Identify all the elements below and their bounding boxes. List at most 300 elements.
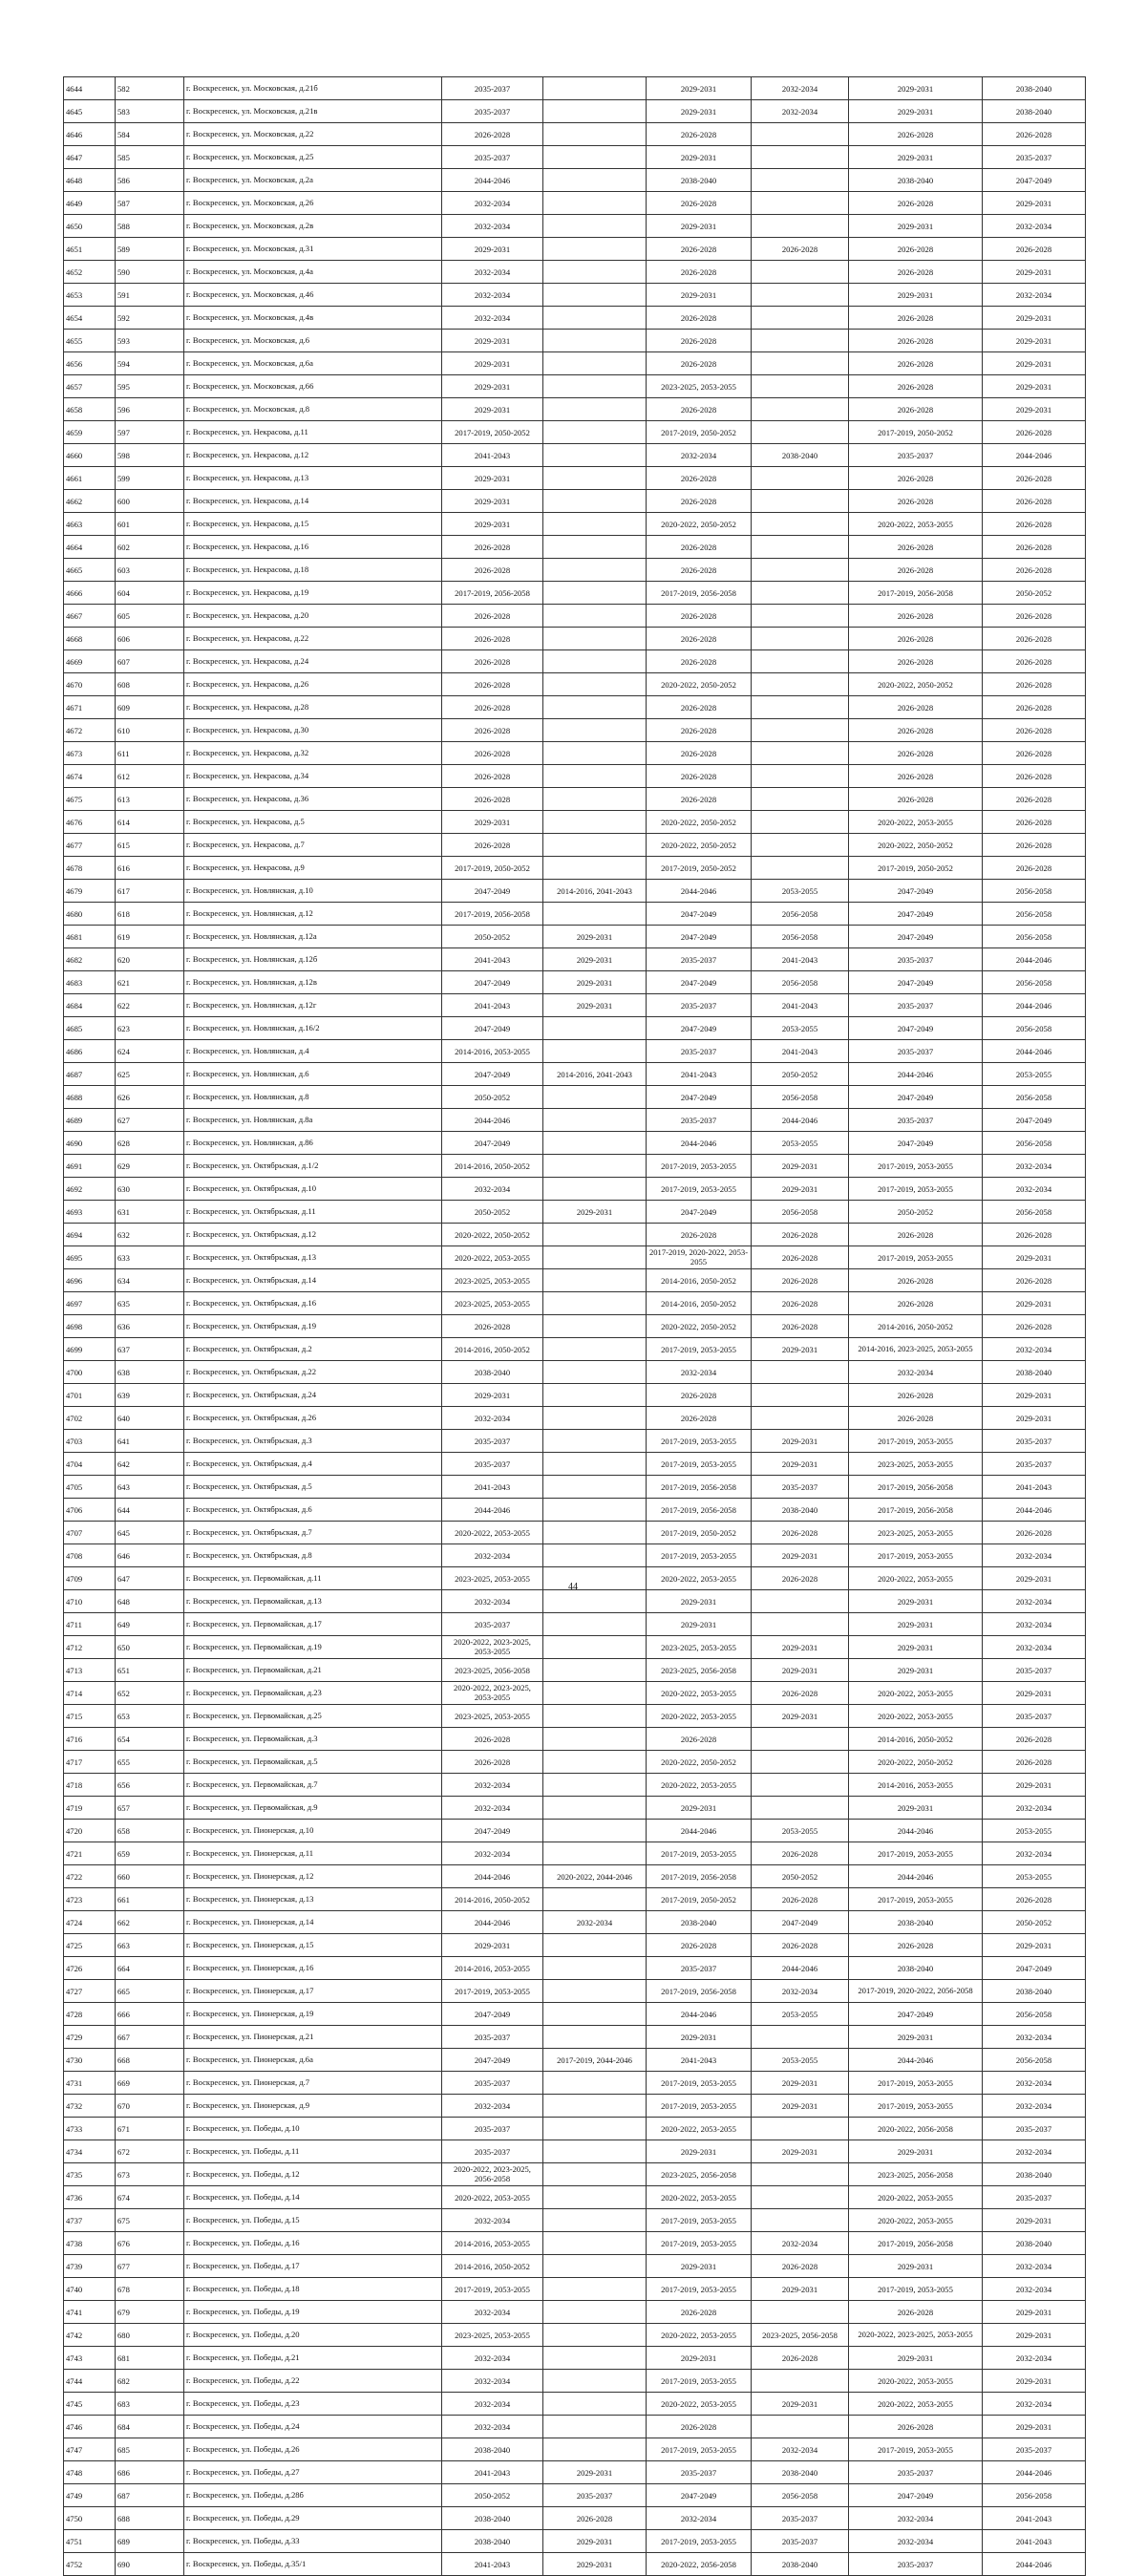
cell-row-number: 4655 bbox=[64, 330, 116, 352]
table-row bbox=[64, 1384, 1086, 1407]
cell-period-5: 2026-2028 bbox=[849, 650, 983, 673]
cell-address: г. Воскресенск, ул. Новлянская, д.86 bbox=[184, 1132, 442, 1155]
cell-address: г. Воскресенск, ул. Победы, д.10 bbox=[184, 2118, 442, 2140]
cell-period-2 bbox=[543, 2370, 647, 2393]
table-row bbox=[64, 857, 1086, 880]
cell-period-3: 2026-2028 bbox=[647, 1384, 752, 1407]
cell-period-5: 2047-2049 bbox=[849, 1017, 983, 1040]
cell-period-2 bbox=[543, 834, 647, 857]
cell-period-5: 2029-2031 bbox=[849, 1613, 983, 1636]
cell-period-1: 2014-2016, 2050-2052 bbox=[442, 1155, 543, 1178]
cell-address: г. Воскресенск, ул. Первомайская, д.5 bbox=[184, 1751, 442, 1774]
table-row bbox=[64, 696, 1086, 719]
table-row bbox=[64, 811, 1086, 834]
cell-period-4: 2035-2037 bbox=[752, 2530, 849, 2553]
table-row bbox=[64, 215, 1086, 238]
cell-address: г. Воскресенск, ул. Некрасова, д.34 bbox=[184, 765, 442, 788]
cell-period-2: 2026-2028 bbox=[543, 2507, 647, 2530]
cell-period-1: 2047-2049 bbox=[442, 880, 543, 903]
cell-object-number: 684 bbox=[116, 2416, 184, 2438]
cell-row-number: 4735 bbox=[64, 2163, 116, 2186]
cell-period-2 bbox=[543, 421, 647, 444]
cell-period-2 bbox=[543, 1178, 647, 1201]
table-row bbox=[64, 1934, 1086, 1957]
cell-period-4 bbox=[752, 2209, 849, 2232]
cell-period-2: 2020-2022, 2044-2046 bbox=[543, 1865, 647, 1888]
cell-period-4 bbox=[752, 788, 849, 811]
cell-period-3: 2017-2019, 2056-2058 bbox=[647, 582, 752, 605]
table-row bbox=[64, 1086, 1086, 1109]
table-row bbox=[64, 1613, 1086, 1636]
cell-row-number: 4700 bbox=[64, 1361, 116, 1384]
cell-period-6: 2032-2034 bbox=[983, 1544, 1086, 1567]
cell-address: г. Воскресенск, ул. Победы, д.28б bbox=[184, 2484, 442, 2507]
cell-address: г. Воскресенск, ул. Московская, д.6а bbox=[184, 352, 442, 375]
cell-object-number: 678 bbox=[116, 2278, 184, 2301]
cell-period-2 bbox=[543, 857, 647, 880]
cell-object-number: 622 bbox=[116, 994, 184, 1017]
cell-period-4: 2026-2028 bbox=[752, 1246, 849, 1269]
table-row bbox=[64, 2507, 1086, 2530]
cell-period-2 bbox=[543, 1292, 647, 1315]
cell-period-2: 2029-2031 bbox=[543, 2530, 647, 2553]
cell-period-6: 2041-2043 bbox=[983, 2507, 1086, 2530]
cell-object-number: 633 bbox=[116, 1246, 184, 1269]
cell-period-5: 2026-2028 bbox=[849, 307, 983, 330]
cell-period-2: 2032-2034 bbox=[543, 1911, 647, 1934]
cell-address: г. Воскресенск, ул. Новлянская, д.4 bbox=[184, 1040, 442, 1063]
cell-period-4: 2029-2031 bbox=[752, 1430, 849, 1453]
cell-object-number: 591 bbox=[116, 284, 184, 307]
cell-object-number: 667 bbox=[116, 2026, 184, 2049]
cell-period-4 bbox=[752, 421, 849, 444]
cell-address: г. Воскресенск, ул. Октябрьская, д.19 bbox=[184, 1315, 442, 1338]
cell-period-5: 2020-2022, 2023-2025, 2053-2055 bbox=[849, 2324, 983, 2347]
cell-address: г. Воскресенск, ул. Победы, д.29 bbox=[184, 2507, 442, 2530]
cell-period-2 bbox=[543, 2255, 647, 2278]
cell-object-number: 620 bbox=[116, 948, 184, 971]
cell-period-2 bbox=[543, 398, 647, 421]
cell-period-1: 2035-2037 bbox=[442, 2118, 543, 2140]
page-number: 44 bbox=[568, 1582, 578, 1592]
cell-period-6: 2029-2031 bbox=[983, 1682, 1086, 1705]
table-row bbox=[64, 2255, 1086, 2278]
cell-period-1: 2032-2034 bbox=[442, 2209, 543, 2232]
cell-period-2 bbox=[543, 1613, 647, 1636]
table-row bbox=[64, 1017, 1086, 1040]
cell-period-5: 2035-2037 bbox=[849, 994, 983, 1017]
cell-period-5: 2035-2037 bbox=[849, 1109, 983, 1132]
cell-row-number: 4750 bbox=[64, 2507, 116, 2530]
cell-period-4 bbox=[752, 284, 849, 307]
cell-row-number: 4690 bbox=[64, 1132, 116, 1155]
cell-period-3: 2029-2031 bbox=[647, 2140, 752, 2163]
cell-period-4 bbox=[752, 1590, 849, 1613]
cell-address: г. Воскресенск, ул. Некрасова, д.18 bbox=[184, 559, 442, 582]
cell-period-6: 2029-2031 bbox=[983, 1246, 1086, 1269]
cell-address: г. Воскресенск, ул. Первомайская, д.11 bbox=[184, 1567, 442, 1590]
cell-period-4 bbox=[752, 123, 849, 146]
cell-period-3: 2047-2049 bbox=[647, 971, 752, 994]
cell-period-2: 2029-2031 bbox=[543, 948, 647, 971]
cell-period-4: 2026-2028 bbox=[752, 2347, 849, 2370]
cell-row-number: 4654 bbox=[64, 307, 116, 330]
cell-object-number: 674 bbox=[116, 2186, 184, 2209]
table-row bbox=[64, 1407, 1086, 1430]
cell-period-6: 2026-2028 bbox=[983, 696, 1086, 719]
cell-period-2 bbox=[543, 1544, 647, 1567]
cell-object-number: 651 bbox=[116, 1659, 184, 1682]
cell-period-6: 2041-2043 bbox=[983, 1476, 1086, 1499]
cell-row-number: 4715 bbox=[64, 1705, 116, 1728]
cell-address: г. Воскресенск, ул. Первомайская, д.23 bbox=[184, 1682, 442, 1705]
cell-period-1: 2035-2037 bbox=[442, 77, 543, 100]
cell-object-number: 653 bbox=[116, 1705, 184, 1728]
cell-period-3: 2020-2022, 2050-2052 bbox=[647, 811, 752, 834]
registry-table-container bbox=[63, 76, 1085, 2576]
cell-period-4: 2056-2058 bbox=[752, 926, 849, 948]
cell-period-5: 2047-2049 bbox=[849, 880, 983, 903]
cell-period-3: 2026-2028 bbox=[647, 352, 752, 375]
cell-period-2 bbox=[543, 1224, 647, 1246]
cell-period-4 bbox=[752, 582, 849, 605]
cell-row-number: 4668 bbox=[64, 628, 116, 650]
cell-period-2 bbox=[543, 788, 647, 811]
cell-period-1: 2029-2031 bbox=[442, 513, 543, 536]
cell-period-1: 2035-2037 bbox=[442, 1613, 543, 1636]
cell-period-6: 2047-2049 bbox=[983, 1109, 1086, 1132]
cell-address: г. Воскресенск, ул. Московская, д.21б bbox=[184, 77, 442, 100]
cell-period-5: 2026-2028 bbox=[849, 352, 983, 375]
cell-period-1: 2020-2022, 2023-2025, 2053-2055 bbox=[442, 1636, 543, 1659]
cell-object-number: 645 bbox=[116, 1522, 184, 1544]
cell-address: г. Воскресенск, ул. Первомайская, д.7 bbox=[184, 1774, 442, 1797]
table-row bbox=[64, 1269, 1086, 1292]
cell-period-5: 2035-2037 bbox=[849, 2461, 983, 2484]
cell-object-number: 594 bbox=[116, 352, 184, 375]
cell-object-number: 669 bbox=[116, 2072, 184, 2095]
cell-object-number: 617 bbox=[116, 880, 184, 903]
cell-period-4: 2056-2058 bbox=[752, 971, 849, 994]
registry-table bbox=[63, 76, 1086, 2576]
cell-row-number: 4699 bbox=[64, 1338, 116, 1361]
cell-period-5: 2044-2046 bbox=[849, 2049, 983, 2072]
cell-address: г. Воскресенск, ул. Московская, д.26 bbox=[184, 192, 442, 215]
cell-period-3: 2026-2028 bbox=[647, 628, 752, 650]
cell-row-number: 4666 bbox=[64, 582, 116, 605]
cell-row-number: 4681 bbox=[64, 926, 116, 948]
cell-period-6: 2038-2040 bbox=[983, 1361, 1086, 1384]
cell-period-6: 2032-2034 bbox=[983, 1797, 1086, 1820]
cell-period-6: 2044-2046 bbox=[983, 1040, 1086, 1063]
cell-period-3: 2035-2037 bbox=[647, 1109, 752, 1132]
cell-period-4 bbox=[752, 1407, 849, 1430]
cell-period-6: 2032-2034 bbox=[983, 2072, 1086, 2095]
cell-row-number: 4660 bbox=[64, 444, 116, 467]
cell-period-2 bbox=[543, 307, 647, 330]
cell-period-2 bbox=[543, 1980, 647, 2003]
cell-period-1: 2026-2028 bbox=[442, 788, 543, 811]
cell-object-number: 652 bbox=[116, 1682, 184, 1705]
cell-object-number: 643 bbox=[116, 1476, 184, 1499]
table-row bbox=[64, 1224, 1086, 1246]
cell-period-4 bbox=[752, 696, 849, 719]
cell-period-3: 2044-2046 bbox=[647, 1820, 752, 1842]
cell-period-4 bbox=[752, 192, 849, 215]
cell-address: г. Воскресенск, ул. Некрасова, д.7 bbox=[184, 834, 442, 857]
table-row bbox=[64, 536, 1086, 559]
cell-period-3: 2029-2031 bbox=[647, 2255, 752, 2278]
cell-period-4 bbox=[752, 834, 849, 857]
cell-object-number: 665 bbox=[116, 1980, 184, 2003]
cell-period-6: 2032-2034 bbox=[983, 2393, 1086, 2416]
cell-address: г. Воскресенск, ул. Октябрьская, д.8 bbox=[184, 1544, 442, 1567]
cell-period-6: 2032-2034 bbox=[983, 2140, 1086, 2163]
cell-period-5: 2029-2031 bbox=[849, 100, 983, 123]
cell-address: г. Воскресенск, ул. Некрасова, д.30 bbox=[184, 719, 442, 742]
cell-period-6: 2056-2058 bbox=[983, 1086, 1086, 1109]
cell-address: г. Воскресенск, ул. Победы, д.33 bbox=[184, 2530, 442, 2553]
cell-period-3: 2026-2028 bbox=[647, 765, 752, 788]
cell-period-2: 2017-2019, 2044-2046 bbox=[543, 2049, 647, 2072]
cell-period-5: 2047-2049 bbox=[849, 2003, 983, 2026]
cell-period-3: 2035-2037 bbox=[647, 2461, 752, 2484]
cell-row-number: 4677 bbox=[64, 834, 116, 857]
table-row bbox=[64, 926, 1086, 948]
cell-object-number: 605 bbox=[116, 605, 184, 628]
cell-address: г. Воскресенск, ул. Победы, д.27 bbox=[184, 2461, 442, 2484]
cell-period-4 bbox=[752, 467, 849, 490]
cell-period-3: 2023-2025, 2053-2055 bbox=[647, 375, 752, 398]
table-row bbox=[64, 628, 1086, 650]
cell-period-6: 2044-2046 bbox=[983, 994, 1086, 1017]
cell-period-1: 2014-2016, 2053-2055 bbox=[442, 1957, 543, 1980]
cell-period-2 bbox=[543, 467, 647, 490]
cell-object-number: 638 bbox=[116, 1361, 184, 1384]
cell-period-6: 2047-2049 bbox=[983, 169, 1086, 192]
table-row bbox=[64, 2072, 1086, 2095]
table-row bbox=[64, 398, 1086, 421]
cell-address: г. Воскресенск, ул. Новлянская, д.12а bbox=[184, 926, 442, 948]
table-row bbox=[64, 100, 1086, 123]
cell-period-4 bbox=[752, 811, 849, 834]
cell-period-6: 2026-2028 bbox=[983, 1888, 1086, 1911]
table-row bbox=[64, 971, 1086, 994]
cell-period-3: 2020-2022, 2050-2052 bbox=[647, 1751, 752, 1774]
cell-period-5: 2017-2019, 2053-2055 bbox=[849, 1246, 983, 1269]
cell-row-number: 4698 bbox=[64, 1315, 116, 1338]
table-row bbox=[64, 192, 1086, 215]
cell-period-2 bbox=[543, 1590, 647, 1613]
cell-period-4 bbox=[752, 1361, 849, 1384]
table-row bbox=[64, 673, 1086, 696]
table-row bbox=[64, 788, 1086, 811]
cell-period-4: 2056-2058 bbox=[752, 2484, 849, 2507]
cell-period-1: 2029-2031 bbox=[442, 490, 543, 513]
cell-period-5: 2047-2049 bbox=[849, 903, 983, 926]
cell-period-4 bbox=[752, 2163, 849, 2186]
table-row bbox=[64, 169, 1086, 192]
table-row bbox=[64, 2118, 1086, 2140]
cell-period-2 bbox=[543, 559, 647, 582]
cell-row-number: 4719 bbox=[64, 1797, 116, 1820]
cell-period-2: 2029-2031 bbox=[543, 1201, 647, 1224]
table-row bbox=[64, 330, 1086, 352]
cell-period-4: 2053-2055 bbox=[752, 1820, 849, 1842]
cell-period-4: 2029-2031 bbox=[752, 1636, 849, 1659]
cell-period-1: 2026-2028 bbox=[442, 559, 543, 582]
cell-object-number: 584 bbox=[116, 123, 184, 146]
cell-period-4: 2029-2031 bbox=[752, 1544, 849, 1567]
cell-period-3: 2047-2049 bbox=[647, 903, 752, 926]
table-row bbox=[64, 2278, 1086, 2301]
cell-period-6: 2026-2028 bbox=[983, 857, 1086, 880]
cell-period-1: 2017-2019, 2050-2052 bbox=[442, 857, 543, 880]
cell-period-1: 2026-2028 bbox=[442, 1728, 543, 1751]
cell-period-1: 2032-2034 bbox=[442, 1544, 543, 1567]
cell-period-4 bbox=[752, 2370, 849, 2393]
cell-period-1: 2026-2028 bbox=[442, 696, 543, 719]
cell-period-2 bbox=[543, 123, 647, 146]
cell-period-6: 2029-2031 bbox=[983, 2301, 1086, 2324]
cell-period-3: 2026-2028 bbox=[647, 788, 752, 811]
cell-period-6: 2032-2034 bbox=[983, 1590, 1086, 1613]
cell-period-3: 2014-2016, 2050-2052 bbox=[647, 1292, 752, 1315]
cell-period-3: 2017-2019, 2050-2052 bbox=[647, 1888, 752, 1911]
cell-address: г. Воскресенск, ул. Новлянская, д.12 bbox=[184, 903, 442, 926]
cell-period-6: 2050-2052 bbox=[983, 1911, 1086, 1934]
cell-period-2 bbox=[543, 1820, 647, 1842]
cell-address: г. Воскресенск, ул. Некрасова, д.19 bbox=[184, 582, 442, 605]
cell-period-3: 2026-2028 bbox=[647, 2301, 752, 2324]
cell-period-6: 2026-2028 bbox=[983, 467, 1086, 490]
table-row bbox=[64, 2438, 1086, 2461]
table-row bbox=[64, 2003, 1086, 2026]
cell-period-6: 2032-2034 bbox=[983, 2347, 1086, 2370]
cell-period-1: 2032-2034 bbox=[442, 1178, 543, 1201]
cell-row-number: 4717 bbox=[64, 1751, 116, 1774]
cell-period-1: 2047-2049 bbox=[442, 2049, 543, 2072]
cell-address: г. Воскресенск, ул. Октябрьская, д.22 bbox=[184, 1361, 442, 1384]
cell-period-6: 2026-2028 bbox=[983, 1728, 1086, 1751]
cell-period-4: 2026-2028 bbox=[752, 1888, 849, 1911]
table-row bbox=[64, 2301, 1086, 2324]
cell-object-number: 627 bbox=[116, 1109, 184, 1132]
cell-row-number: 4728 bbox=[64, 2003, 116, 2026]
table-row bbox=[64, 2026, 1086, 2049]
cell-period-4: 2026-2028 bbox=[752, 1224, 849, 1246]
cell-period-2 bbox=[543, 1957, 647, 1980]
cell-address: г. Воскресенск, ул. Октябрьская, д.7 bbox=[184, 1522, 442, 1544]
cell-period-3: 2017-2019, 2053-2055 bbox=[647, 2209, 752, 2232]
cell-period-4: 2029-2031 bbox=[752, 1155, 849, 1178]
cell-period-3: 2017-2019, 2053-2055 bbox=[647, 1453, 752, 1476]
cell-period-6: 2029-2031 bbox=[983, 352, 1086, 375]
cell-row-number: 4648 bbox=[64, 169, 116, 192]
cell-period-5: 2020-2022, 2050-2052 bbox=[849, 1751, 983, 1774]
cell-row-number: 4703 bbox=[64, 1430, 116, 1453]
cell-period-1: 2032-2034 bbox=[442, 1774, 543, 1797]
cell-address: г. Воскресенск, ул. Московская, д.4а bbox=[184, 261, 442, 284]
cell-period-1: 2020-2022, 2023-2025, 2053-2055 bbox=[442, 1682, 543, 1705]
cell-address: г. Воскресенск, ул. Новлянская, д.12б bbox=[184, 948, 442, 971]
cell-period-2 bbox=[543, 1338, 647, 1361]
cell-period-3: 2020-2022, 2053-2055 bbox=[647, 2118, 752, 2140]
table-row bbox=[64, 352, 1086, 375]
cell-period-2: 2029-2031 bbox=[543, 926, 647, 948]
cell-period-1: 2044-2046 bbox=[442, 1499, 543, 1522]
cell-row-number: 4665 bbox=[64, 559, 116, 582]
cell-row-number: 4711 bbox=[64, 1613, 116, 1636]
cell-period-1: 2032-2034 bbox=[442, 261, 543, 284]
cell-period-2 bbox=[543, 1842, 647, 1865]
cell-period-5: 2017-2019, 2053-2055 bbox=[849, 1842, 983, 1865]
cell-period-4: 2056-2058 bbox=[752, 1086, 849, 1109]
cell-address: г. Воскресенск, ул. Первомайская, д.9 bbox=[184, 1797, 442, 1820]
cell-period-1: 2029-2031 bbox=[442, 238, 543, 261]
cell-row-number: 4708 bbox=[64, 1544, 116, 1567]
cell-period-4: 2041-2043 bbox=[752, 994, 849, 1017]
cell-period-1: 2026-2028 bbox=[442, 628, 543, 650]
cell-period-4 bbox=[752, 628, 849, 650]
cell-period-4: 2032-2034 bbox=[752, 2438, 849, 2461]
cell-period-3: 2044-2046 bbox=[647, 2003, 752, 2026]
cell-period-3: 2047-2049 bbox=[647, 2484, 752, 2507]
cell-period-5: 2050-2052 bbox=[849, 1201, 983, 1224]
table-row bbox=[64, 1774, 1086, 1797]
cell-period-3: 2017-2019, 2053-2055 bbox=[647, 2370, 752, 2393]
cell-address: г. Воскресенск, ул. Московская, д.4в bbox=[184, 307, 442, 330]
cell-row-number: 4669 bbox=[64, 650, 116, 673]
cell-period-6: 2032-2034 bbox=[983, 2278, 1086, 2301]
table-row bbox=[64, 1636, 1086, 1659]
cell-period-1: 2023-2025, 2053-2055 bbox=[442, 1705, 543, 1728]
table-row bbox=[64, 559, 1086, 582]
cell-period-5: 2017-2019, 2056-2058 bbox=[849, 2232, 983, 2255]
cell-row-number: 4740 bbox=[64, 2278, 116, 2301]
cell-address: г. Воскресенск, ул. Победы, д.19 bbox=[184, 2301, 442, 2324]
table-row bbox=[64, 1361, 1086, 1384]
cell-period-3: 2044-2046 bbox=[647, 1132, 752, 1155]
table-row bbox=[64, 1292, 1086, 1315]
cell-period-6: 2026-2028 bbox=[983, 719, 1086, 742]
cell-period-6: 2032-2034 bbox=[983, 2255, 1086, 2278]
cell-period-1: 2014-2016, 2050-2052 bbox=[442, 1338, 543, 1361]
cell-period-5: 2014-2016, 2050-2052 bbox=[849, 1315, 983, 1338]
cell-period-1: 2032-2034 bbox=[442, 2095, 543, 2118]
cell-object-number: 593 bbox=[116, 330, 184, 352]
cell-period-5: 2029-2031 bbox=[849, 2140, 983, 2163]
cell-address: г. Воскресенск, ул. Пионерская, д.19 bbox=[184, 2003, 442, 2026]
cell-period-2 bbox=[543, 582, 647, 605]
cell-period-3: 2020-2022, 2053-2055 bbox=[647, 2324, 752, 2347]
cell-period-3: 2020-2022, 2050-2052 bbox=[647, 513, 752, 536]
cell-period-4 bbox=[752, 146, 849, 169]
cell-period-4: 2029-2031 bbox=[752, 2095, 849, 2118]
cell-period-1: 2044-2046 bbox=[442, 1865, 543, 1888]
cell-period-1: 2020-2022, 2023-2025, 2056-2058 bbox=[442, 2163, 543, 2186]
cell-period-5: 2047-2049 bbox=[849, 1132, 983, 1155]
cell-period-3: 2020-2022, 2053-2055 bbox=[647, 1682, 752, 1705]
cell-period-4: 2050-2052 bbox=[752, 1063, 849, 1086]
cell-period-5: 2017-2019, 2053-2055 bbox=[849, 2438, 983, 2461]
cell-period-1: 2044-2046 bbox=[442, 169, 543, 192]
cell-period-6: 2029-2031 bbox=[983, 1384, 1086, 1407]
cell-period-6: 2029-2031 bbox=[983, 375, 1086, 398]
cell-period-6: 2044-2046 bbox=[983, 444, 1086, 467]
cell-row-number: 4725 bbox=[64, 1934, 116, 1957]
cell-address: г. Воскресенск, ул. Пионерская, д.13 bbox=[184, 1888, 442, 1911]
